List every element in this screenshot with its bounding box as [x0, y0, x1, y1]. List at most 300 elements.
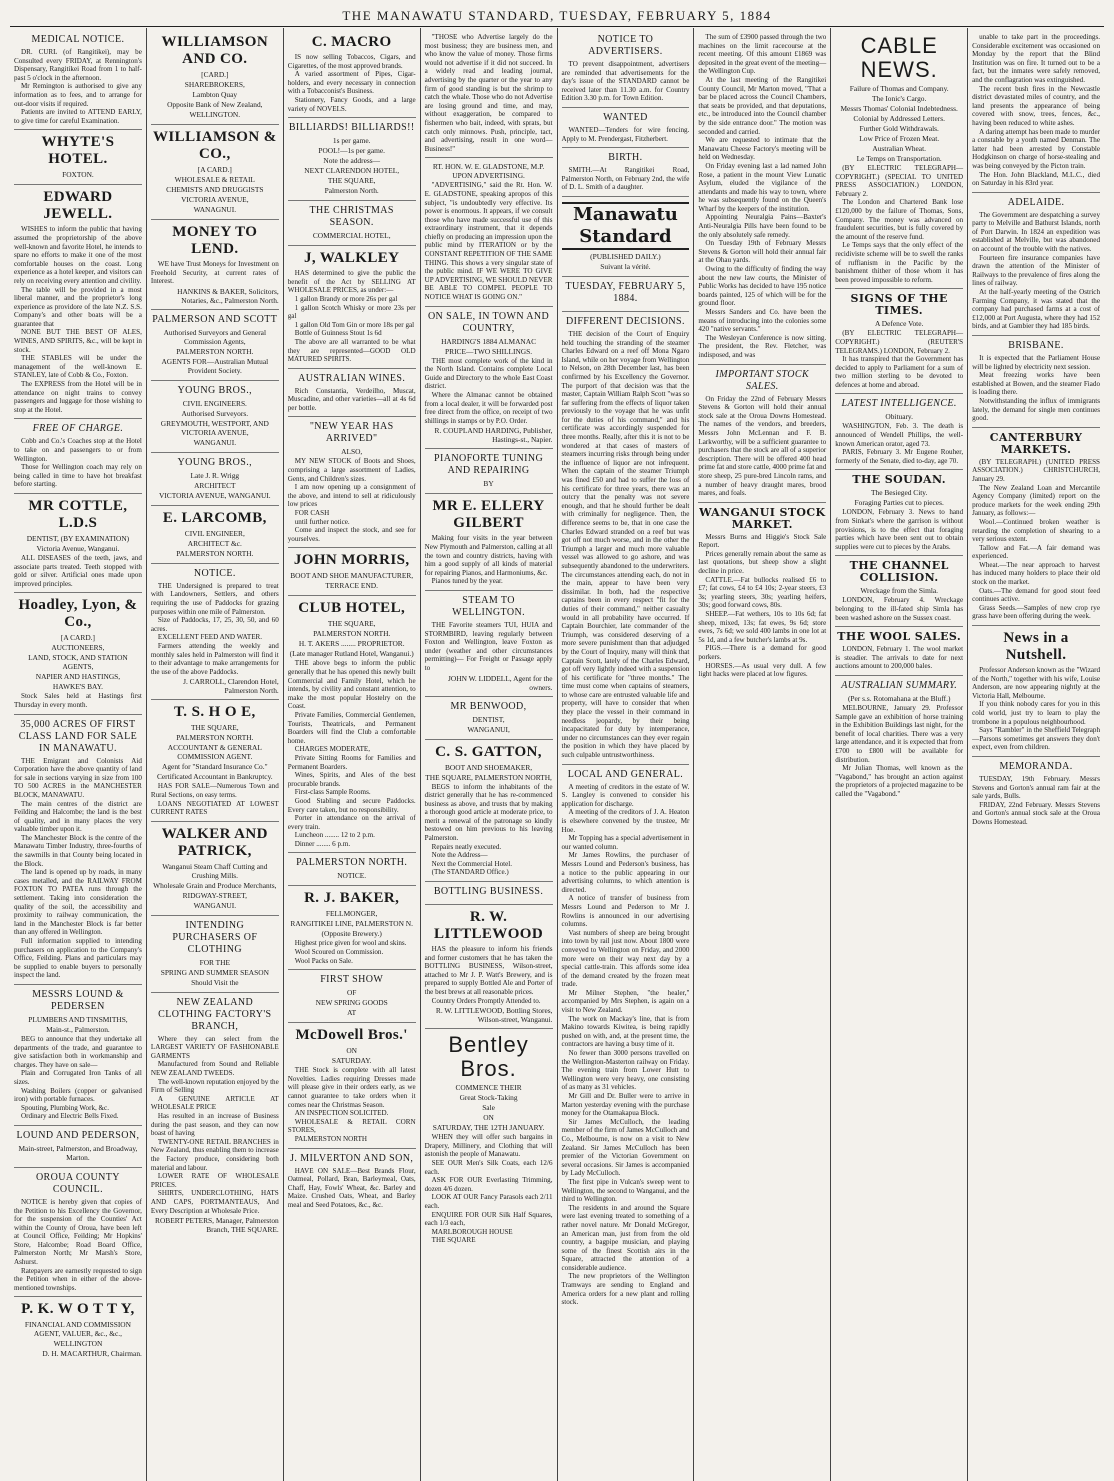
article-subline: (PUBLISHED DAILY.): [590, 251, 661, 261]
article-paragraph: Porter in attendance on the arrival of every train.: [287, 814, 416, 831]
article-paragraph: Wool Scoured on Commission.: [294, 948, 384, 957]
article-paragraph: Meat freezing works have been established at Bowen, and the steamer Fiado is loading there.: [972, 371, 1100, 397]
article-subline: FOR THE: [199, 957, 231, 967]
article: [288, 970, 416, 1023]
article: [562, 148, 690, 197]
article: [425, 740, 553, 883]
article: [288, 1023, 416, 1148]
article-paragraph: Le Temps says that the only effect of the recidiviste scheme will be to swell the ranks of ruffianism in the Pacific by the banishment thither of those whom it has been proved impossible to reform.: [835, 241, 964, 284]
article-signature: R. W. LITTLEWOOD, Bottling Stores, Wilson-street, Wanganui.: [435, 1006, 553, 1025]
article-paragraph: THE SQUARE: [431, 1236, 476, 1245]
article-paragraph: A varied assortment of Pipes, Cigar-holders, and every necessary in connection with a Tobacconist's Business.: [287, 70, 416, 96]
article-paragraph: (BY ELECTRIC TELEGRAPH—COPYRIGHT.) (REUTER'S TELEGRAMS.) LONDON, February 2.: [835, 329, 964, 355]
article: [972, 193, 1100, 336]
article-subline: POOL!—1s per game.: [318, 146, 386, 156]
article-headline: P. K. W O T T Y,: [21, 1301, 135, 1318]
article-headline: E. LARCOMB,: [162, 509, 267, 526]
article-paragraph: MELBOURNE, January 29. Professor Sample gave an exhibition of horse training in the Exhibition Buildings last night, for the benefit of local charities. There was a very large attendance, and it is expected that from £700 to £800 will be available for distribution.: [835, 703, 964, 764]
article-headline: YOUNG BROS.,: [177, 456, 253, 468]
article-paragraph: First-class Sample Rooms.: [294, 788, 371, 797]
article-paragraph: Mr Gill and Dr. Buller were to arrive in Marton yesterday evening with the purchase money for the Otamakapua Block.: [561, 1092, 690, 1118]
article-subline: CHEMISTS AND DRUGGISTS: [166, 185, 264, 194]
article-subline: PALMERSTON NORTH.: [176, 548, 254, 558]
article-paragraph: Repairs neatly executed.: [431, 842, 502, 851]
column-8: [968, 28, 1104, 1481]
article-headline: Hoadley, Lyon, & Co.,: [18, 597, 138, 631]
article-subline: Further Gold Withdrawals.: [859, 124, 939, 133]
article-paragraph: The well-known reputation enjoyed by the Firm of Selling: [150, 1077, 279, 1095]
column-3: [284, 28, 421, 1481]
article-subline: NEXT CLARENDON HOTEL,: [304, 166, 400, 176]
article: [972, 336, 1100, 428]
article-headline: MONEY TO LEND.: [172, 224, 258, 257]
article-subline: Low Price of Frozen Meat.: [859, 134, 940, 143]
article-subline: THE SQUARE,: [327, 176, 376, 186]
article-paragraph: Full information supplied to intending purchasers on application to the Company's Office, Feilding. Plans and particulars may be supplied to enable buyers to personally inspect the land.: [14, 937, 142, 980]
article-paragraph: Appointing Neuralgia Pains—Baxter's Anti-Neuralgia Pills have been found to be the only absolutely safe remedy.: [698, 213, 827, 239]
article-paragraph: Wines, Spirits, and Ales of the best procurable brands.: [287, 771, 416, 788]
article-subline: WANAGNUI.: [193, 205, 237, 214]
article: [835, 470, 963, 556]
article-paragraph: Tallow and Fat.—A fair demand was experienced.: [972, 543, 1100, 561]
article: [151, 381, 279, 453]
column-2: [147, 28, 284, 1481]
article-subline: RT. HON. W. E. GLADSTONE, M.P. UPON ADVERTISING.: [432, 162, 545, 181]
article-paragraph: Mr James Rowlins, the purchaser of Messrs Lound and Pederson's business, has a notice to the public appearing in our advertising columns, to which attention is directed.: [561, 851, 690, 894]
article-paragraph: Washing Boilers (copper or galvanised iron) with portable furnaces.: [14, 1086, 142, 1104]
article: [151, 822, 279, 916]
article-subline: Lambton Quay: [192, 90, 238, 99]
article-subline: ARCHITECT: [194, 480, 236, 490]
article-subline: VICTORIA AVENUE, WANGANUI.: [158, 490, 271, 500]
article: [562, 277, 690, 312]
article-headline: J. MILVERTON AND SON,: [290, 1152, 414, 1164]
article-paragraph: LONDON, February 3. News to hand from Sinkat's where the garrison is without provisions, is to the effect that foraging parties which have been sent out to obtain supplies were cut to pieces by the Arabs.: [835, 508, 964, 551]
article-paragraph: unable to take part in the proceedings. Considerable excitement was occasioned on Monday by the report that the Blind Institution was on fire. It turned out to be a fact, but the inmates were safely removed, and the conflagration was extinguished.: [972, 33, 1100, 84]
article-headline: BILLIARDS! BILLIARDS!!: [288, 122, 415, 134]
article: [14, 30, 142, 130]
article: [562, 30, 690, 108]
article-paragraph: SMITH.—At Rangitikei Road, Palmerston North, on February 2nd, the wife of D. L. Smith of a daughter.: [561, 166, 690, 192]
article: [698, 30, 826, 365]
article-paragraph: CATTLE.—Fat bullocks realised £6 to £7; fat cows, £4 to £4 10s; 2-year steers, £3 3s; yearling steers, 30s; yearling heifers, 30s; good forward cows, 80s.: [698, 575, 827, 610]
article: [151, 700, 279, 821]
article-subline: PALMERSTON NORTH.: [313, 629, 391, 639]
article: [151, 453, 279, 506]
article-headline: WALKER AND PATRICK,: [161, 825, 268, 859]
article-paragraph: THE Favorite steamers TUI, HUIA and STORMBIRD, leaving regularly between Foxton and Wellington, leave Foxton as under (weather and other circumstances permitting)— For Freight or Passage apply to: [424, 620, 553, 672]
article-paragraph: WHEN they will offer such bargains in Drapery, Millinery, and Clothing that will astonish the people of Manawatu.: [424, 1133, 553, 1159]
article-headline: IMPORTANT STOCK SALES.: [715, 368, 810, 392]
article-paragraph: LONDON, February 1. The wool market is steadier. The arrivals to date for next auctions amount to 200,000 bales.: [835, 645, 964, 671]
article: [14, 494, 142, 593]
article-paragraph: EXCELLENT FEED AND WATER.: [157, 633, 263, 642]
article-paragraph: It has transpired that the Government has decided to apply to Parliament for a sum of two million sterling to be devoted to defences at home and abroad.: [835, 355, 964, 389]
article: [835, 394, 963, 470]
article: [14, 419, 142, 494]
article-paragraph: MY NEW STOCK of Boots and Shoes, comprising a large assortment of Ladies, Gents, and Children's sizes.: [287, 457, 416, 483]
article-subline: Messrs Thomas' Colonial Indebtedness.: [840, 104, 958, 113]
article-subline: [CARD.]: [201, 70, 229, 79]
article-subline: THE SQUARE,: [327, 619, 376, 629]
newspaper-nameplate: Manawatu Standard: [562, 202, 690, 250]
article-subline: FELLMONGER,: [325, 909, 378, 919]
article-paragraph: The Wesleyan Conference is now sitting. The president, the Rev. Fletcher, was indisposed, and was: [698, 333, 827, 359]
article-headline: MR COTTLE, L.D.S: [28, 497, 128, 531]
article-paragraph: Bottle of Guinness Stout 1s 6d: [294, 329, 382, 338]
article-paragraph: Stationery, Fancy Goods, and a large variety of NOVELS.: [287, 95, 416, 113]
article-subline: SATURDAY, THE 12TH JANUARY.: [432, 1123, 545, 1133]
article-subline: WANGANUI.: [193, 900, 237, 910]
article-paragraph: SHIRTS, UNDERCLOTHING, HATS AND CAPS, PORTMANTEAUS, And Every Description at Wholesale Price.: [150, 1189, 279, 1215]
article-paragraph: A notice of transfer of business from Messrs Lound and Pederson to Mr J. Rowlins is announced in our advertising columns.: [561, 894, 690, 929]
article-paragraph: Manufactured from Sound and Reliable NEW ZEALAND TWEEDS.: [150, 1060, 279, 1078]
article: [288, 853, 416, 886]
article-paragraph: WE have Trust Moneys for Investment on Freehold Security, at current rates of Interest.: [150, 260, 279, 286]
article: [562, 197, 690, 277]
article: [835, 556, 963, 627]
article: [151, 125, 279, 220]
article-paragraph: Mr Milner Stephen, "the healer," accompanied by Mrs Stephen, is again on a visit to New Zealand.: [561, 988, 690, 1015]
article-subline: Sale: [482, 1103, 495, 1113]
article-headline: NOTICE TO ADVERTISERS.: [588, 34, 663, 57]
article-headline: THE SOUDAN.: [852, 473, 946, 487]
article-headline: FIRST SHOW: [320, 974, 384, 986]
article-subline: LAND, STOCK, AND STATION AGENTS,: [28, 653, 128, 672]
article-subline: WELLINGTON: [53, 1339, 103, 1349]
article-paragraph: Has resulted in an increase of Business during the past season, and they can now boast of having: [150, 1112, 279, 1138]
article-paragraph: If you think nobody cares for you in this cold world, just try to learn to play the trombone in a populous neighbourhood.: [972, 700, 1100, 726]
article-paragraph: Oats.—The demand for good stout feed continues active.: [972, 586, 1100, 604]
article-paragraph: The table will be provided in a most liberal manner, and the proprietor's long experience as providore of the late N.Z. S.S. Company's and other boats will be a guarantee that: [14, 285, 142, 328]
article-headline: MEMORANDA.: [999, 760, 1073, 772]
article-headline: MR E. ELLERY GILBERT: [432, 498, 545, 532]
article-headline: R. W. LITTLEWOOD: [434, 909, 544, 943]
article-paragraph: A GENUINE ARTICLE AT WHOLESALE PRICE: [150, 1094, 279, 1112]
article-paragraph: THE most complete work of the kind in the North Island. Contains complete Local Guide and Directory to the whole East Coast district.: [424, 356, 553, 391]
article-subline: AUCTIONEERS,: [51, 643, 105, 653]
article-subline: H. T. AKERS ........ PROPRIETOR.: [298, 639, 405, 649]
article-paragraph: Fourteen fire insurance companies have drawn the attention of the Minister of Railways to the prevalence of fires along the lines of railway.: [972, 253, 1100, 288]
article-subline: SHAREBROKERS,: [184, 80, 245, 89]
article-paragraph: "ADVERTISING," said the Rt. Hon. W. E. GLADSTONE, speaking apropos of this subject, "is undoubtedly very effective. Its power is enormous. It appears, if we consult those who have made successful use of this extraordinary instrument, that it depends chiefly on producing an impression upon the public mind by ITERATION or by the CONSTANT REPETITION OF THE SAME THING. This shows a very singular state of the public mind. IF WE WERE TO GIVE UP ADVERTISING, WE SHOULD NEVER BE ABLE TO COMPEL PEOPLE TO NOTICE WHAT IS GOING ON.": [424, 181, 553, 302]
article-paragraph: The land is opened up by roads, in many cases metalled, and the RAILWAY FROM FOXTON TO PATEA runs through the settlement. Taking into consideration the quality of the soil, the accessibility and proximity to railway communication, the land in the Manchester Block is far better than any offered in Wellington.: [14, 868, 142, 937]
article-paragraph: Spouting, Plumbing Work, &c.: [21, 1103, 109, 1112]
article-headline: BRISBANE.: [1008, 340, 1064, 351]
article: [835, 627, 963, 676]
article-headline: FREE OF CHARGE.: [32, 423, 124, 435]
article-subline: Should Visit the: [191, 977, 239, 987]
article-paragraph: TUESDAY, 19th February. Messrs Stevens and Gorton's annual ram fair at the sale yards, Bulls.: [972, 774, 1100, 801]
column-4: [421, 28, 558, 1481]
article-paragraph: The EXPRESS from the Hotel will be in attendance on night trains to convey passengers and luggage for those wishing to stop at the Hotel.: [14, 380, 142, 414]
article: [288, 417, 416, 548]
article-paragraph: Wool Packs on Sale.: [294, 956, 353, 965]
article-headline: CLUB HOTEL,: [298, 600, 406, 617]
article-paragraph: ALL DISEASES of the teeth, jaws, and associate parts treated. Teeth stopped with gold or silver. Artificial ones made upon improved principles.: [14, 553, 142, 588]
article-paragraph: MARLBOROUGH HOUSE: [431, 1227, 513, 1236]
article: [425, 307, 553, 450]
article-headline: THE WOOL SALES.: [837, 630, 962, 644]
article-paragraph: It is expected that the Parliament House will be lighted by electricity next session.: [972, 354, 1100, 371]
article: [425, 449, 553, 494]
article-subline: PRICE—TWO SHILLINGS.: [445, 346, 533, 356]
article-subline: Australian Wheat.: [872, 144, 926, 153]
article-headline: MEDICAL NOTICE.: [31, 34, 125, 45]
article-subline: AGENTS FOR—Australian Mutual Provident Society.: [161, 356, 269, 375]
article-paragraph: Luncheon ........ 12 to 2 p.m.: [294, 831, 375, 840]
article-headline: C. MACRO: [311, 34, 392, 50]
article-subline: BOOT AND SHOE MANUFACTURER,: [290, 571, 414, 581]
article-subline: Main-street, Palmerston, and Broadway, Marton.: [18, 1143, 138, 1162]
article-subline: (Late manager Rutland Hotel, Wanganui.): [289, 649, 414, 659]
article-subline: Failure of Thomas and Company.: [849, 84, 949, 93]
article-paragraph: Note the Address—: [431, 851, 488, 860]
article-paragraph: ASK FOR OUR Everlasting Trimming, dozen 4/6 dozen.: [424, 1176, 553, 1193]
article-paragraph: BEGS to inform the inhabitants of the district generally that he has re-commenced business as above, and trusts that by making a thorough good article at moderate price, to merit a renewal of the patronage so kindly bestowed on him previous to his leaving Palmerston.: [424, 782, 553, 843]
article-paragraph: 1 gallon Brandy or more 26s per gal: [294, 294, 398, 303]
article: [425, 905, 553, 1029]
article-paragraph: Next the Commercial Hotel.: [431, 859, 512, 868]
article: [288, 548, 416, 596]
article-subline: Victoria Avenue, Wanganui.: [36, 543, 120, 553]
article-subline: VICTORIA AVENUE,: [181, 195, 249, 204]
article-headline: PIANOFORTE TUNING AND REPAIRING: [434, 453, 544, 477]
article-subline: The Besieged City.: [871, 488, 928, 498]
article-paragraph: Come and inspect the stock, and see for yourselves.: [287, 526, 416, 543]
article: [425, 158, 553, 306]
article-subline: Wholesale Grain and Produce Merchants,: [153, 880, 277, 890]
article-paragraph: Where the Almanac cannot be obtained from a local dealer, it will be forwarded post free direct from the office, on receipt of two shillings in stamps or by P.O. Order.: [424, 391, 553, 425]
article-headline: ON SALE, IN TOWN AND COUNTRY,: [427, 310, 550, 334]
article: [972, 428, 1100, 626]
article-signature: R. COUPLAND HARDING, Publisher, Hastings-st., Napier.: [434, 426, 553, 445]
article-paragraph: The Manchester Block is the centre of the Manawatu Timber Industry, three-fourths of the sawmills in that County being located in the Block.: [14, 833, 142, 868]
article-paragraph: Pianos tuned by the year.: [431, 577, 503, 586]
article-signature: J. CARROLL, Clarendon Hotel, Palmerston North.: [183, 677, 279, 696]
article-paragraph: The new proprietors of the Wellington Tramways are sending to England and America orders for a new plant and rolling stock.: [561, 1272, 690, 1307]
article-paragraph: The Government are despatching a survey party to Melville and Bathurst Islands, north of Port Darwin. In 1824 an expedition was established at Melville, but was abandoned on account of the trouble with the natives.: [972, 210, 1100, 254]
article-paragraph: HORSES.—As usual very dull. A few light hacks were placed at low figures.: [698, 661, 827, 679]
article-subline: Great Stock-Taking: [459, 1093, 518, 1103]
article-subline: Authorised Surveyors and General Commission Agents,: [163, 327, 267, 346]
article: [425, 494, 553, 591]
article: [288, 118, 416, 201]
article-subline: WANGANUI,: [467, 724, 510, 734]
article-paragraph: THE Undersigned is prepared to treat with Landowners, Settlers, and others requiring the use of Paddocks for grazing purposes within one mile of Palmerston.: [150, 581, 279, 616]
article-subline: [A CARD.]: [197, 165, 232, 174]
article: [14, 1297, 142, 1362]
article-paragraph: At the last meeting of the Rangitikei County Council, Mr Marton moved, "That a bar be placed across the Council Chambers, that seats be provided, and that deputations, etc., be introduced into the Council chamber by the side entrance door." The motion was seconded and carried.: [698, 75, 827, 136]
article: [151, 564, 279, 701]
article-paragraph: 1 gallon Scotch Whisky or more 23s per gal: [287, 303, 416, 321]
article: [151, 506, 279, 564]
article-subline: FINANCIAL AND COMMISSION AGENT, VALUER, &c., &c.,: [24, 1320, 131, 1339]
article-paragraph: Patients are invited to ATTEND EARLY, to give time for careful Examination.: [14, 108, 142, 125]
article-paragraph: Making four visits in the year between New Plymouth and Palmerston, calling at all the town and country districts, having with him a good supply of all kinds of material for repairing Pianos, and Harmoniums, &c.: [424, 534, 553, 577]
article-paragraph: Ordinary and Electric Bells Fixed.: [21, 1112, 119, 1121]
article-subline: PALMERSTON NORTH.: [176, 346, 254, 356]
article-paragraph: The recent bush fires in the Newcastle district devastated miles of country, and the land presents the appearance of being covered with snow, trees, fences, &c., having been reduced to white ashes.: [972, 84, 1100, 127]
article-paragraph: Private Sitting Rooms for Families and Permanent Boarders.: [287, 753, 416, 771]
article-paragraph: until further notice.: [294, 517, 350, 526]
article-subline: (Per s.s. Rotomahana at the Bluff.): [847, 693, 951, 703]
article-headline: R. J. BAKER,: [304, 890, 400, 907]
article-headline: T. S. H O E,: [174, 704, 256, 721]
page-masthead: THE MANAWATU STANDARD, TUESDAY, FEBRUARY 5, 1884: [10, 6, 1104, 27]
article-paragraph: THE Stock is complete with all latest Novelties. Ladies requiring Dresses made will please give in their orders early, as we cannot guarantee to take orders when it comes near the Christmas Season.: [287, 1066, 416, 1109]
article-subline: CIVIL ENGINEERS.: [182, 398, 247, 408]
article-paragraph: 1 gallon Old Tom Gin or more 18s per gal: [294, 320, 415, 329]
article-headline: BOTTLING BUSINESS.: [433, 886, 544, 898]
article-signature: JOHN W. LIDDELL, Agent for the owners.: [448, 673, 553, 692]
article-paragraph: Mr Remington is authorised to give any information as to fees, and to arrange for out-door visits if required.: [14, 82, 142, 108]
article-subline: BY: [483, 479, 494, 489]
article-headline: THE CHANNEL COLLISION.: [849, 559, 949, 585]
article-subline: [A CARD.]: [60, 633, 95, 643]
article-subline: WELLINGTON.: [189, 110, 241, 119]
article: [14, 1168, 142, 1298]
article-paragraph: Sir James McCulloch, the leading member of the firm of James McCulloch and Co., Melbourne, is now on a visit to New Zealand. Sir James McCulloch has been premier of the Victorian Government on several occasions. Sir James is accompanied by Lady McCulloch.: [561, 1117, 690, 1178]
article: [698, 365, 826, 503]
article-paragraph: TO prevent disappointment, advertisers are reminded that advertisements for the day's issue of the STANDARD cannot be received later than 11.30 a.m. for Country Edition 3.30 p.m. for Town Edition.: [561, 60, 690, 103]
article-paragraph: LOOK AT OUR Fancy Parasols each 2/11 each.: [424, 1193, 553, 1210]
article-signature: ROBERT PETERS, Manager, Palmerston Branch, THE SQUARE.: [155, 1216, 279, 1235]
article-paragraph: WASHINGTON, Feb. 3. The death is announced of Wendell Phillips, the well-known American orator, aged 73.: [835, 422, 964, 448]
article-subline: Agent for "Standard Insurance Co.": [162, 762, 268, 772]
article-headline: WANGANUI STOCK MARKET.: [699, 505, 826, 531]
article-subline: ACCOUNTANT & GENERAL COMMISSION AGENT.: [167, 743, 262, 762]
article-paragraph: LONDON, February 4. Wreckage belonging to the ill-fated ship Simla has been washed ashore on the Sussex coast.: [835, 596, 964, 622]
article-paragraph: WHOLESALE & RETAIL CORN STORES,: [287, 1117, 416, 1135]
article-paragraph: THE STABLES will be under the management of the well-known E. STANLEY, late of Cobb & Co., Foxton.: [14, 354, 142, 380]
article-subline: A Defence Vote.: [875, 319, 924, 329]
article-paragraph: "THOSE who Advertise largely do the most business; they are business men, and who know the value of money. Those firms would not advertise if it did not succeed. In a widely read and leading journal, advertising by the quarter or the year to any firm of good standing is but the shrimp to catch the whale. Those who do not Advertise are losing ground and time, and may, without exaggeration, be compared to fishermen who bait, indeed, with sprats, but catch only minnows. Push, principle, tact, and advertising, result in one word— Business!": [424, 33, 553, 153]
article-headline: PALMERSTON NORTH.: [296, 857, 408, 869]
article-subline: DENTIST, (BY EXAMINATION): [26, 533, 130, 543]
article-subline: 1s per game.: [332, 136, 371, 146]
article: [151, 916, 279, 993]
article-paragraph: A daring attempt has been made to murder a constable by a youth named Denman. The latter had been arrested by Constable Hodgkinson on charge of horse-stealing and was being conveyed by the Picton train.: [972, 127, 1100, 170]
article-paragraph: Dinner ........ 6 p.m.: [294, 839, 351, 848]
article-subline: NAPIER AND HASTINGS,: [35, 672, 121, 682]
article-paragraph: HAS the pleasure to inform his friends and former customers that he has taken the BOTTLING BUSINESS, Wilson-street, attached to Mr J. P. Watt's Brewery, and is prepared to supply Bottled Ale and Porter of the best brews at all reasonable prices.: [424, 945, 553, 996]
article-headline: CABLE NEWS.: [860, 33, 938, 82]
article: [14, 593, 142, 714]
article: [151, 310, 279, 381]
article-paragraph: WANTED—Tenders for wire fencing. Apply to M. Prendergast, Fitzherbert.: [561, 125, 690, 143]
article: [562, 312, 690, 765]
article-paragraph: Owing to the difficulty of finding the way about the new law courts, the Minister of Public Works has decided to have 195 notice boards painted, 125 of which will be for the ground floor.: [698, 265, 827, 308]
article-headline: EDWARD JEWELL.: [43, 189, 113, 223]
article-subline: TERRACE END.: [325, 581, 378, 591]
article-paragraph: A meeting of the creditors of J. A. Heaton is elsewhere convened by the trustee, Mr Hoe.: [561, 808, 690, 834]
article-headline: AUSTRALIAN WINES.: [298, 372, 406, 384]
article-paragraph: Messrs Burns and Higgie's Stock Sale Report.: [698, 532, 827, 550]
article-paragraph: Wool.—Continued broken weather is retarding the completion of shearing to a very serious extent.: [972, 517, 1100, 544]
article-headline: J, WALKLEY: [303, 250, 400, 267]
article: [288, 886, 416, 970]
article-subline: Suivant la vérité.: [600, 261, 651, 271]
article-headline: OROUA COUNTY COUNCIL.: [35, 1171, 120, 1195]
article: [151, 30, 279, 125]
article: [425, 1029, 553, 1249]
article-paragraph: THE decision of the Court of Enquiry held touching the stranding of the steamer Charles Edward on a reef off Mona Ngaro Island, while on her voyage from Wellington to Nelson, on 28th December last, has been confirmed by his Excellency the Governor. The purport of that decision was that the master, Captain William Ralph Scott "was so far suffering from the effects of liquor taken previously to the voyage that he was unfit for the duties of his command," and his certificate was accordingly suspended for three months. Really, after this it is not to be wondered at that cases of masters of steamers incurring risks through being under the influence of liquor are not infrequent. When the captain of the steamer Triumph was fined £50 and had to suffer the loss of his certificate for three years, there was an outcry that the penalty was not severe enough, and that he should further be dealt with criminally for negligence. Then, the difference seems to be, that in one case the Charles Edward stranded on a reef but was got off not much worse, and in the other the Triumph a larger and much more valuable vessel was allowed to go ashore, and was subsequently abandoned to the underwriters. The circumstances attending each, do not in the main, appear to have been very dissimilar. In both, had the respective captains been in every respect "fit for the duties of their command," neither casualty would in all probability have occurred. If Captain Bourchier, late commander of the Triumph, was considered deserving of a more severe punishment than that adjudged by the Court of Inquiry, many will think that Captain Scott, lately of the Charles Edward, got off very lightly indeed with a suspension of his certificate for "three months." The time must come when captains of steamers, to whose care are entrusted valuable life and property, will have to consider that when they place the vessel in their command in needless jeopardy, by their being incapacitated for duty by intemperance, under no circumstances can they ever regain the position in which they have placed by such culpable untrustworthiness.: [561, 329, 690, 760]
article-subline: RIDGWAY-STREET,: [182, 890, 247, 900]
article-paragraph: On Tuesday 19th of February Messrs Stevens & Gorton will hold their annual fair at the Ohau yards.: [698, 239, 827, 265]
article-paragraph: Messrs Sanders and Co. have been the means of introducing into the colonies some 420 "native servants.": [698, 308, 827, 334]
article: [288, 1149, 416, 1214]
article: [14, 1126, 142, 1168]
article-subline: ARCHITECT &c.: [187, 538, 242, 548]
article-subline: Foraging Parties cut to pieces.: [854, 498, 944, 508]
article-subline: Late J. R. Wrigg: [190, 470, 240, 480]
article-headline: News in a Nutshell.: [1003, 630, 1069, 664]
article-paragraph: IS now selling Tobaccos, Cigars, and Cigarettes, of the most approved brands.: [287, 53, 416, 70]
article-headline: Bentley Bros.: [448, 1032, 529, 1082]
article-paragraph: Private Families, Commercial Gentlemen, Tourists, Theatricals, and Permanent Boarders will find the Club a comfortable home.: [287, 710, 416, 745]
article-headline: WANTED: [603, 111, 648, 123]
article-paragraph: Those for Wellington coach may rely on being called in time to have hot breakfast before starting.: [14, 463, 142, 489]
article-paragraph: A meeting of creditors in the estate of W. S. Langley is convened to consider his application for discharge.: [561, 782, 690, 808]
article-paragraph: PARIS, February 3. Mr Eugene Rouher, formerly of the Senate, died to-day, age 70.: [835, 448, 964, 465]
article-paragraph: Prices generally remain about the same as last quotations, but sheep show a slight decline in price.: [698, 549, 827, 576]
article-paragraph: HAS determined to give the public the benefit of the Act by SELLING AT WHOLESALE PRICES, as under:—: [287, 269, 416, 295]
article: [14, 130, 142, 185]
article-paragraph: Mr Topping has a special advertisement in our wanted column.: [561, 834, 690, 851]
article: [14, 185, 142, 419]
article-paragraph: HAS FOR SALE—Numerous Town and Rural Sections, on easy terms.: [150, 782, 279, 799]
article-paragraph: Wheat.—The near approach to harvest has induced many holders to place their old stock on the market.: [972, 560, 1100, 587]
article-paragraph: LOWER RATE OF WHOLESALE PRICES.: [150, 1172, 279, 1189]
article: [835, 30, 963, 289]
article-paragraph: WISHES to inform the public that having assumed the proprietorship of the above well-known and favorite Hotel, he intends to spare no efforts to make it one of the most comfortable houses on the coast. Long experience as a hotel keeper, and visitors can rely on receiving every attention and civility.: [14, 225, 142, 285]
article-paragraph: Notwithstanding the influx of immigrants lately, the demand for single men continues good.: [972, 396, 1100, 423]
article-paragraph: The first pipe in Vulcan's sweep went to Wellington, the second to Wanganui, and the third to Wellington.: [561, 1177, 690, 1204]
article-paragraph: NOTICE is hereby given that copies of the Petition to his Excellency the Governor, for the suspension of the Counties' Act within the County of Oroua, have been left at Council Office, Feilding; Mr Hopkins' Store, Halcombe; Road Board Office, Palmerston North; Mr Marsh's Store, Ashurst.: [14, 1197, 142, 1267]
article-paragraph: HAVE ON SALE—Best Brands Flour, Oatmeal, Pollard, Bran, Barleymeal, Oats, Chaff, Hay, Fowls' Wheat, &c. Barley and Maize. Crushed Oats, Wheat, and Barley meal and Seed Potatoes, &c., &c.: [287, 1166, 416, 1209]
article-paragraph: We are requested to intimate that the Manawatu Cheese Factory's meeting will be held on Wednesday.: [698, 136, 827, 162]
article-subline: Authorised Surveyors.: [181, 408, 249, 418]
article-headline: C. S. GATTON,: [435, 743, 542, 760]
article: [288, 596, 416, 853]
article-paragraph: Good Stabling and secure Paddocks. Every care taken, but no responsibility.: [287, 796, 416, 814]
article-subline: Opposite Bank of New Zealand,: [167, 100, 263, 109]
article: [562, 765, 690, 1311]
column-6: [694, 28, 831, 1481]
article-subline: NEW SPRING GOODS: [315, 998, 388, 1008]
column-1: [10, 28, 147, 1481]
article-paragraph: Plain and Corrugated Iron Tanks of all sizes.: [14, 1069, 142, 1086]
article-headline: CANTERBURY MARKETS.: [989, 430, 1083, 456]
article-headline: LOCAL AND GENERAL.: [567, 768, 684, 780]
article-subline: NOTICE.: [337, 871, 367, 881]
article-paragraph: The work on Mackay's line, that is from Makino towards Kiwitea, is being rapidly pushed on with, and, at the present time, the contractors are having a busy time of it.: [561, 1014, 690, 1049]
article-headline: "NEW YEAR HAS ARRIVED": [309, 421, 394, 445]
article-headline: WHYTE'S HOTEL.: [41, 134, 115, 168]
article-subline: SATURDAY.: [331, 1056, 372, 1066]
article-headline: THE CHRISTMAS SEASON.: [309, 205, 394, 229]
article-paragraph: The sum of £3900 passed through the two machines on the limit racecourse at the recent meeting. Of this amount £1869 was deposited in the great event of the meeting—the Wellington Cup.: [698, 33, 827, 76]
article-subline: DENTIST,: [472, 714, 505, 724]
article-paragraph: Country Orders Promptly Attended to.: [431, 996, 541, 1005]
article-headline: WILLIAMSON & CO.,: [153, 129, 277, 162]
article-headline: SIGNS OF THE TIMES.: [850, 292, 948, 318]
article-paragraph: LOANS NEGOTIATED AT LOWEST CURRENT RATES: [150, 799, 279, 817]
article-paragraph: THE Emigrant and Colonists Aid Corporation have the above quantity of land for sale in sections varying in size from 100 TO 500 ACRES in the MANCHESTER BLOCK, MANAWATU.: [14, 756, 142, 799]
article-subline: ON: [346, 1046, 358, 1056]
article-headline: MESSRS LOUND & PEDERSEN: [32, 988, 124, 1012]
